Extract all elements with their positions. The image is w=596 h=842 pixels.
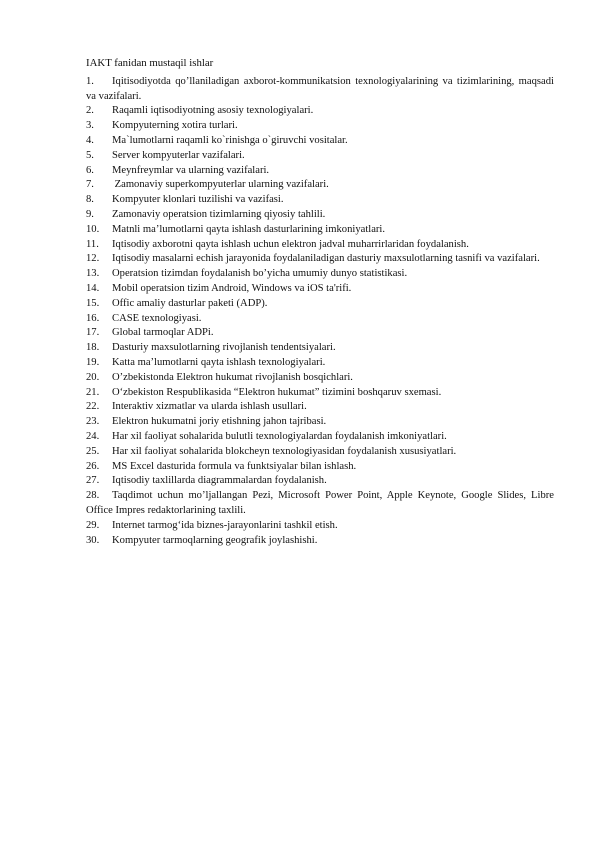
- list-item: [86, 341, 554, 356]
- list-item-text: CASE texnologiyasi.: [112, 312, 202, 324]
- list-item-number: 8.: [86, 194, 94, 206]
- list-item-number: 29.: [86, 519, 100, 531]
- list-item-text: O’zbekistonda Elektron hukumat rivojlanish bosqichlari.: [112, 371, 353, 383]
- list-item: [86, 75, 554, 105]
- list-item: [86, 208, 554, 223]
- list-item-text: Ma`lumotlarni raqamli ko`rinishga o`giruvchi vositalar.: [112, 134, 348, 146]
- list-item-text: Global tarmoqlar ADPi.: [112, 327, 214, 339]
- list-item-number: 20.: [86, 371, 100, 383]
- list-item-number: 22.: [86, 401, 100, 413]
- list-item: [86, 282, 554, 297]
- list-item: [86, 415, 554, 430]
- list-item-text: Mobil operatsion tizim Android, Windows va iOS ta'rifi.: [112, 282, 352, 294]
- list-item-text: Zamonaviy superkompyuterlar ularning vazifalari.: [112, 179, 329, 191]
- list-item-text: Taqdimot uchun mo’ljallangan Pezi, Microsoft Power Point, Apple Keynote, Google Slides, Libre Office Impres redaktorlarining taxlili.: [86, 490, 554, 516]
- list-item: [86, 400, 554, 415]
- list-item-number: 12.: [86, 253, 100, 265]
- list-item-number: 7.: [86, 179, 94, 191]
- list-item-number: 1.: [86, 75, 94, 87]
- list-item-text: Kompyuter klonlari tuzilishi va vazifasi.: [112, 194, 284, 206]
- list-item-text: Dasturiy maxsulotlarning rivojlanish tendentsiyalari.: [112, 342, 336, 354]
- list-item-number: 23.: [86, 416, 100, 428]
- list-item-number: 18.: [86, 342, 100, 354]
- list-item-text: Iqtisodiy taxlillarda diagrammalardan foydalanish.: [112, 475, 327, 487]
- list-item: [86, 149, 554, 164]
- list-item: [86, 445, 554, 460]
- list-item: [86, 267, 554, 282]
- list-item-number: 26.: [86, 460, 100, 472]
- list-item: [86, 134, 554, 149]
- document-title: IAKT fanidan mustaqil ishlar: [86, 57, 214, 69]
- list-item-text: O‘zbekiston Respublikasida “Elektron hukumat” tizimini boshqaruv sxemasi.: [112, 386, 442, 398]
- list-item-text: MS Excel dasturida formula va funktsiyalar bilan ishlash.: [112, 460, 357, 472]
- list-item: [86, 519, 554, 534]
- list-item-number: 10.: [86, 223, 100, 235]
- list-item-number: 9.: [86, 208, 94, 220]
- list-item-text: Iqtisodiy masalarni echish jarayonida foydalaniladigan dasturiy maxsulotlarning tasnifi va vazifalari.: [112, 253, 540, 265]
- document-page: [86, 56, 554, 548]
- list-item: [86, 119, 554, 134]
- list-item: [86, 326, 554, 341]
- list-item-text: Kompyuter tarmoqlarning geografik joylashishi.: [112, 534, 318, 546]
- list-item: [86, 356, 554, 371]
- list-item: [86, 178, 554, 193]
- list-item-text: Server kompyuterlar vazifalari.: [112, 149, 245, 161]
- list-item-text: Raqamli iqtisodiyotning asosiy texnologiyalari.: [112, 105, 314, 117]
- list-item-text: Offic amaliy dasturlar paketi (ADP).: [112, 297, 268, 309]
- list-item: [86, 371, 554, 386]
- list-item: [86, 252, 554, 267]
- list-item-text: Kompyuterning xotira turlari.: [112, 120, 238, 132]
- list-item-number: 11.: [86, 238, 99, 250]
- list-item-number: 5.: [86, 149, 94, 161]
- list-item-number: 13.: [86, 268, 100, 280]
- list-item: [86, 489, 554, 519]
- list-item-text: Iqtisodiy axborotni qayta ishlash uchun elektron jadval muharrirlaridan foydalanish.: [112, 238, 469, 250]
- list-item: [86, 474, 554, 489]
- list-item: [86, 104, 554, 119]
- list-item: [86, 460, 554, 475]
- list-item-text: Matnli ma’lumotlarni qayta ishlash dasturlarining imkoniyatlari.: [112, 223, 386, 235]
- list-item-text: Operatsion tizimdan foydalanish bo’yicha umumiy dunyo statistikasi.: [112, 268, 408, 280]
- list-item: [86, 238, 554, 253]
- list-item-text: Meynfreymlar va ularning vazifalari.: [112, 164, 270, 176]
- list-item-text: Interaktiv xizmatlar va ularda ishlash usullari.: [112, 401, 307, 413]
- list-item-number: 28.: [86, 490, 100, 502]
- list-item-number: 4.: [86, 134, 94, 146]
- list-item-number: 3.: [86, 120, 94, 132]
- list-item: [86, 386, 554, 401]
- list-item: [86, 297, 554, 312]
- list-item-number: 15.: [86, 297, 100, 309]
- list-item: [86, 193, 554, 208]
- list-item-text: Har xil faoliyat sohalarida blokcheyn texnologiyasidan foydalanish xususiyatlari.: [112, 445, 457, 457]
- list-item: [86, 312, 554, 327]
- list-item-number: 2.: [86, 105, 94, 117]
- list-item-number: 17.: [86, 327, 100, 339]
- list-item-number: 16.: [86, 312, 100, 324]
- list-item-number: 19.: [86, 356, 100, 368]
- list-item-text: Iqitisodiyotda qo’llaniladigan axborot-kommunikatsion texnologiyalarining va tizimlarining, maqsadi va vazifalari.: [86, 75, 554, 102]
- list-item-text: Katta ma’lumotlarni qayta ishlash texnologiyalari.: [112, 356, 326, 368]
- list-item: [86, 164, 554, 179]
- list-item: [86, 223, 554, 238]
- list-item-number: 6.: [86, 164, 94, 176]
- list-item-text: Zamonaviy operatsion tizimlarning qiyosiy tahlili.: [112, 208, 326, 220]
- list-item-number: 30.: [86, 534, 100, 546]
- list-item-number: 27.: [86, 475, 100, 487]
- list-item-text: Har xil faoliyat sohalarida bulutli texnologiyalardan foydalanish imkoniyatlari.: [112, 430, 447, 442]
- list-item-text: Internet tarmog‘ida biznes-jarayonlarini tashkil etish.: [112, 519, 338, 531]
- list-item-number: 24.: [86, 430, 100, 442]
- list-item-number: 14.: [86, 282, 100, 294]
- list-item: [86, 534, 554, 549]
- list-item: [86, 430, 554, 445]
- topic-list: [86, 75, 554, 549]
- list-item-number: 21.: [86, 386, 100, 398]
- list-item-number: 25.: [86, 445, 100, 457]
- list-item-text: Elektron hukumatni joriy etishning jahon tajribasi.: [112, 416, 327, 428]
